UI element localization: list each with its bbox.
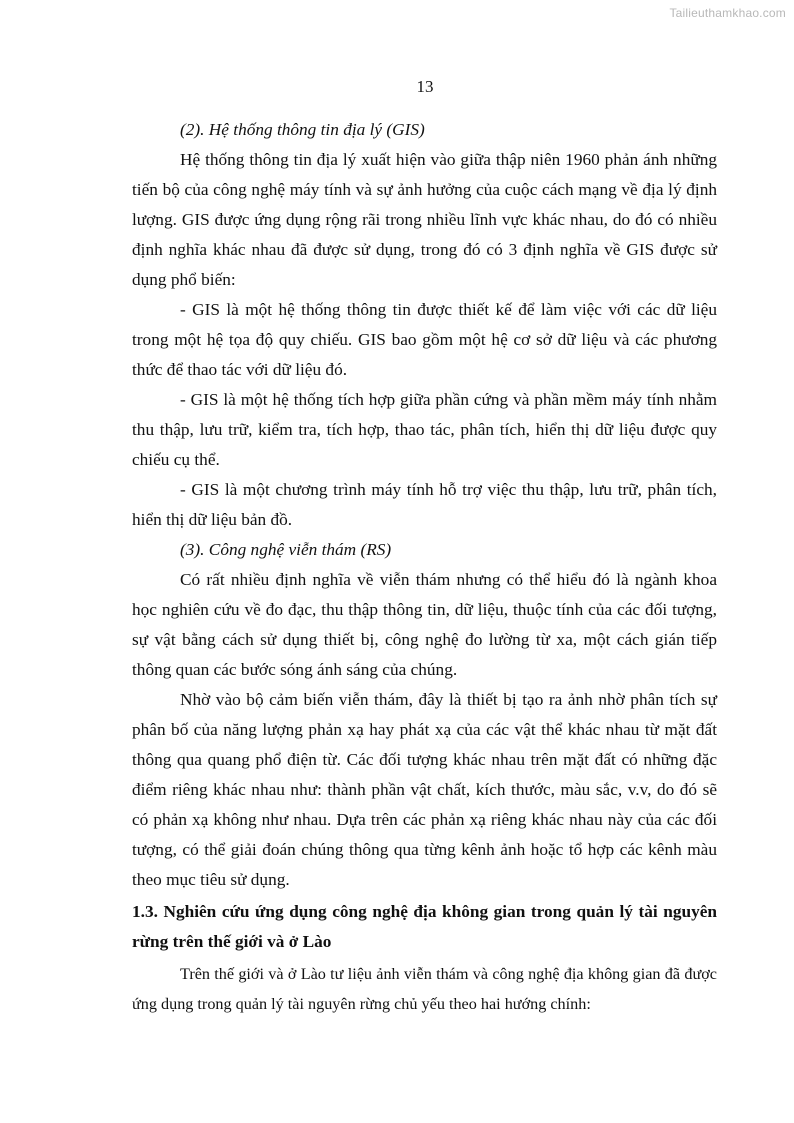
paragraph-rs-definition: Có rất nhiều định nghĩa về viễn thám nhưng có thể hiểu đó là ngành khoa học nghiên cứu về đo đạc, thu thập thông tin, dữ liệu, thuộc tính của các đối tượng, sự vật bằng cách sử dụng thiết bị, công nghệ đo lường từ xa, một cách gián tiếp thông quan các bước sóng ánh sáng của chúng.	[132, 570, 717, 679]
paragraph-gis-definition-3: - GIS là một chương trình máy tính hỗ trợ việc thu thập, lưu trữ, phân tích, hiển thị dữ liệu bản đồ.	[132, 480, 717, 529]
subheading-rs: (3). Công nghệ viễn thám (RS)	[180, 540, 392, 559]
paragraph-gis-definition-2: - GIS là một hệ thống tích hợp giữa phần cứng và phần mềm máy tính nhằm thu thập, lưu trữ, kiểm tra, tích hợp, thao tác, phân tích, hiển thị dữ liệu được quy chiếu cụ thể.	[132, 390, 717, 469]
paragraph-gis-intro: Hệ thống thông tin địa lý xuất hiện vào giữa thập niên 1960 phản ánh những tiến bộ của công nghệ máy tính và sự ảnh hưởng của cuộc cách mạng về địa lý định lượng. GIS được ứng dụng rộng rãi trong nhiều lĩnh vực khác nhau, do đó có nhiều định nghĩa khác nhau đã được sử dụng, trong đó có 3 định nghĩa về GIS được sử dụng phổ biến:	[132, 150, 717, 289]
subheading-gis: (2). Hệ thống thông tin địa lý (GIS)	[180, 120, 425, 139]
paragraph-rs-sensor: Nhờ vào bộ cảm biến viễn thám, đây là thiết bị tạo ra ảnh nhờ phân tích sự phân bố của năng lượng phản xạ hay phát xạ của các vật thể khác nhau từ mặt đất thông qua quang phổ điện từ. Các đối tượng khác nhau trên mặt đất có những đặc điểm riêng khác nhau như: thành phần vật chất, kích thước, màu sắc, v.v, do đó sẽ có phản xạ không như nhau. Dựa trên các phản xạ riêng khác nhau này của các đối tượng, có thể giải đoán chúng thông qua từng kênh ảnh hoặc tổ hợp các kênh màu theo mục tiêu sử dụng.	[132, 690, 717, 889]
section-heading-1-3: 1.3. Nghiên cứu ứng dụng công nghệ địa không gian trong quản lý tài nguyên rừng trên thế giới và ở Lào	[132, 902, 717, 951]
paragraph-gis-definition-1: - GIS là một hệ thống thông tin được thiết kế để làm việc với các dữ liệu trong một hệ tọa độ quy chiếu. GIS bao gồm một hệ cơ sở dữ liệu và các phương thức để thao tác với dữ liệu đó.	[132, 300, 717, 379]
page-number: 13	[416, 77, 434, 96]
paragraph-section-1-3-intro: Trên thế giới và ở Lào tư liệu ảnh viễn thám và công nghệ địa không gian đã được ứng dụng trong quản lý tài nguyên rừng chủ yếu theo hai hướng chính:	[132, 965, 717, 1013]
document-body	[132, 115, 717, 1019]
watermark-text: Tailieuthamkhao.com	[669, 6, 786, 20]
